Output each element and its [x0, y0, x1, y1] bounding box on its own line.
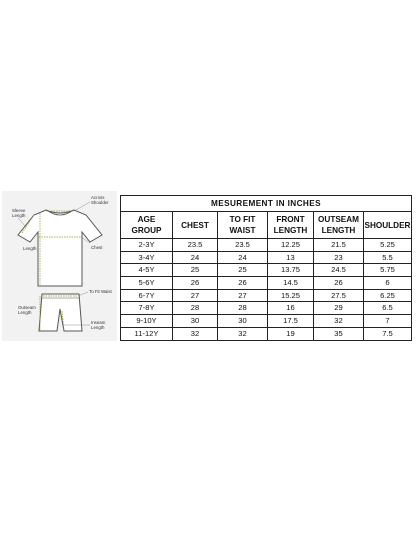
- sleeve-length-label: Sleeve Length: [12, 208, 26, 218]
- table-cell: 5.75: [364, 264, 412, 277]
- table-row: [121, 239, 412, 252]
- table-cell: 6-7Y: [121, 289, 173, 302]
- outseam-length-label: Outseam Length: [18, 305, 36, 315]
- table-row: [121, 315, 412, 328]
- table-header-row: [121, 212, 412, 239]
- table-cell: 23.5: [173, 239, 218, 252]
- table-cell: 13.75: [268, 264, 314, 277]
- table-cell: 26: [173, 277, 218, 290]
- table-cell: 5.25: [364, 239, 412, 252]
- header-text: OUTSEAM: [318, 215, 359, 224]
- table-cell: 24: [173, 251, 218, 264]
- table-cell: 27.5: [314, 289, 364, 302]
- table-row: [121, 302, 412, 315]
- header-text: SHOULDER: [364, 220, 411, 230]
- outseam-length-header: [314, 212, 364, 239]
- header-text: LENGTH: [273, 226, 308, 235]
- table-title: MESUREMENT IN INCHES: [121, 196, 412, 212]
- table-cell: 13: [268, 251, 314, 264]
- table-cell: 27: [218, 289, 268, 302]
- table-cell: 32: [173, 327, 218, 340]
- table-title-row: [121, 196, 412, 212]
- size-chart-table: [120, 195, 412, 341]
- table-cell: 5.5: [364, 251, 412, 264]
- table-cell: 28: [173, 302, 218, 315]
- table-cell: 2-3Y: [121, 239, 173, 252]
- waist-label: To Fit Waist: [89, 289, 112, 294]
- table-cell: 26: [218, 277, 268, 290]
- chest-header: [173, 212, 218, 239]
- waist-header: [218, 212, 268, 239]
- shoulder-header: [364, 212, 412, 239]
- across-shoulder-label: Across Shoulder: [91, 195, 109, 205]
- table-row: [121, 289, 412, 302]
- table-cell: 29: [314, 302, 364, 315]
- table-cell: 7-8Y: [121, 302, 173, 315]
- front-length-header: [268, 212, 314, 239]
- header-text: CHEST: [181, 220, 209, 230]
- table-cell: 19: [268, 327, 314, 340]
- table-cell: 32: [314, 315, 364, 328]
- length-label: Length: [23, 246, 37, 251]
- table-cell: 7: [364, 315, 412, 328]
- table-cell: 9-10Y: [121, 315, 173, 328]
- table-cell: 26: [314, 277, 364, 290]
- table-cell: 23.5: [218, 239, 268, 252]
- table-cell: 7.5: [364, 327, 412, 340]
- table-cell: 28: [218, 302, 268, 315]
- header-text: WAIST: [229, 226, 256, 235]
- table-cell: 30: [173, 315, 218, 328]
- table-cell: 17.5: [268, 315, 314, 328]
- table-cell: 23: [314, 251, 364, 264]
- table-cell: 16: [268, 302, 314, 315]
- header-text: LENGTH: [321, 226, 356, 235]
- table-row: [121, 327, 412, 340]
- shorts-outline: [39, 294, 82, 331]
- table-cell: 24: [218, 251, 268, 264]
- table-row: [121, 277, 412, 290]
- table-row: [121, 264, 412, 277]
- chest-label: Chest: [91, 245, 103, 250]
- inseam-length-label: Inseam Length: [91, 320, 106, 330]
- header-text: GROUP: [131, 226, 162, 235]
- table-cell: 27: [173, 289, 218, 302]
- table-cell: 11-12Y: [121, 327, 173, 340]
- table-row: [121, 251, 412, 264]
- table-cell: 6.25: [364, 289, 412, 302]
- table-cell: 25: [173, 264, 218, 277]
- table-body: [121, 239, 412, 341]
- table-cell: 3-4Y: [121, 251, 173, 264]
- table-cell: 25: [218, 264, 268, 277]
- table-cell: 35: [314, 327, 364, 340]
- table-cell: 14.5: [268, 277, 314, 290]
- table-cell: 32: [218, 327, 268, 340]
- age-group-header: [121, 212, 173, 239]
- measurement-diagram: [2, 191, 117, 341]
- header-text: FRONT: [276, 215, 305, 224]
- table-cell: 21.5: [314, 239, 364, 252]
- header-text: TO FIT: [229, 215, 256, 224]
- table-cell: 30: [218, 315, 268, 328]
- table-cell: 5-6Y: [121, 277, 173, 290]
- header-text: AGE: [137, 215, 156, 224]
- table-cell: 15.25: [268, 289, 314, 302]
- table-cell: 24.5: [314, 264, 364, 277]
- table-cell: 4-5Y: [121, 264, 173, 277]
- table-cell: 6: [364, 277, 412, 290]
- table-cell: 6.5: [364, 302, 412, 315]
- table-cell: 12.25: [268, 239, 314, 252]
